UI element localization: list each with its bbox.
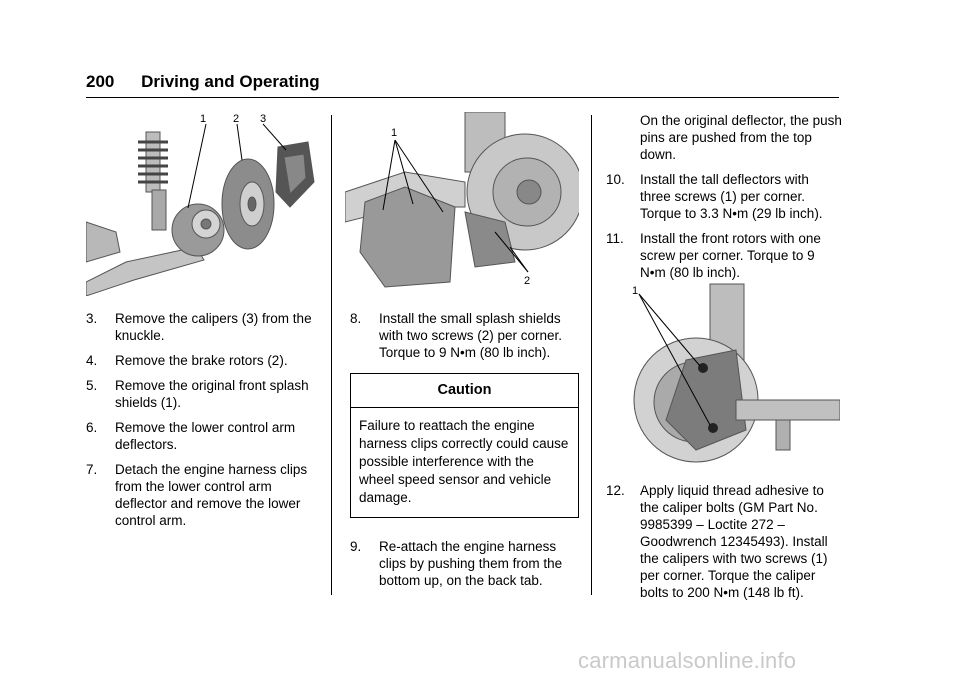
callout-2: 2 <box>233 113 240 125</box>
column-3-top <box>606 112 842 289</box>
deflector-note: On the original deflector, the push pins are pushed from the top down. <box>640 113 842 162</box>
callout-1: 1 <box>632 285 639 297</box>
step-5: 5. Remove the original front splash shields (1). <box>86 378 309 410</box>
column-1 <box>86 310 324 537</box>
callout-1: 1 <box>391 127 398 139</box>
caution-title: Caution <box>351 374 578 408</box>
column-divider-2 <box>591 115 592 595</box>
step-11: 11. Install the front rotors with one screw per corner. Torque to 9 N•m (80 lb inch). <box>606 231 821 280</box>
page-header <box>86 72 320 92</box>
step-12: 12. Apply liquid thread adhesive to the caliper bolts (GM Part No. 9985399 – Loctite 272 – Goodwrench 12345493). Install the calipers with two screws (1) per corner. Torque the caliper bolts to 200 N•m (148 lb ft). <box>606 483 828 600</box>
step-6: 6. Remove the lower control arm deflectors. <box>86 420 296 452</box>
watermark: carmanualsonline.info <box>578 648 797 673</box>
caution-box <box>350 373 579 518</box>
column-3-bottom <box>606 482 842 609</box>
callout-2: 2 <box>524 275 531 287</box>
step-8: 8. Install the small splash shields with two screws (2) per corner. Torque to 9 N•m (80 lb inch). <box>350 311 563 360</box>
step-3: 3. Remove the calipers (3) from the knuckle. <box>86 311 312 343</box>
page-number: 200 <box>86 72 115 91</box>
section-title: Driving and Operating <box>141 72 320 91</box>
callout-3: 3 <box>260 113 267 125</box>
caution-text: Failure to reattach the engine harness clips correctly could cause possible interference with the wheel speed sensor and vehicle damage. <box>359 418 569 505</box>
step-9: 9. Re-attach the engine harness clips by pushing them from the bottom up, on the back tab. <box>350 539 563 588</box>
splash-shield-illustration <box>345 112 579 290</box>
header-rule <box>86 97 839 98</box>
callout-1: 1 <box>200 113 207 125</box>
column-divider-1 <box>331 115 332 595</box>
step-10: 10. Install the tall deflectors with three screws (1) per corner. Torque to 3.3 N•m (29 lb inch). <box>606 172 823 221</box>
step-4: 4. Remove the brake rotors (2). <box>86 353 288 368</box>
step-7: 7. Detach the engine harness clips from the lower control arm deflector and remove the lower control arm. <box>86 462 308 528</box>
column-2 <box>350 310 579 597</box>
caliper-install-illustration <box>626 280 840 466</box>
brake-assembly-illustration <box>86 112 318 296</box>
